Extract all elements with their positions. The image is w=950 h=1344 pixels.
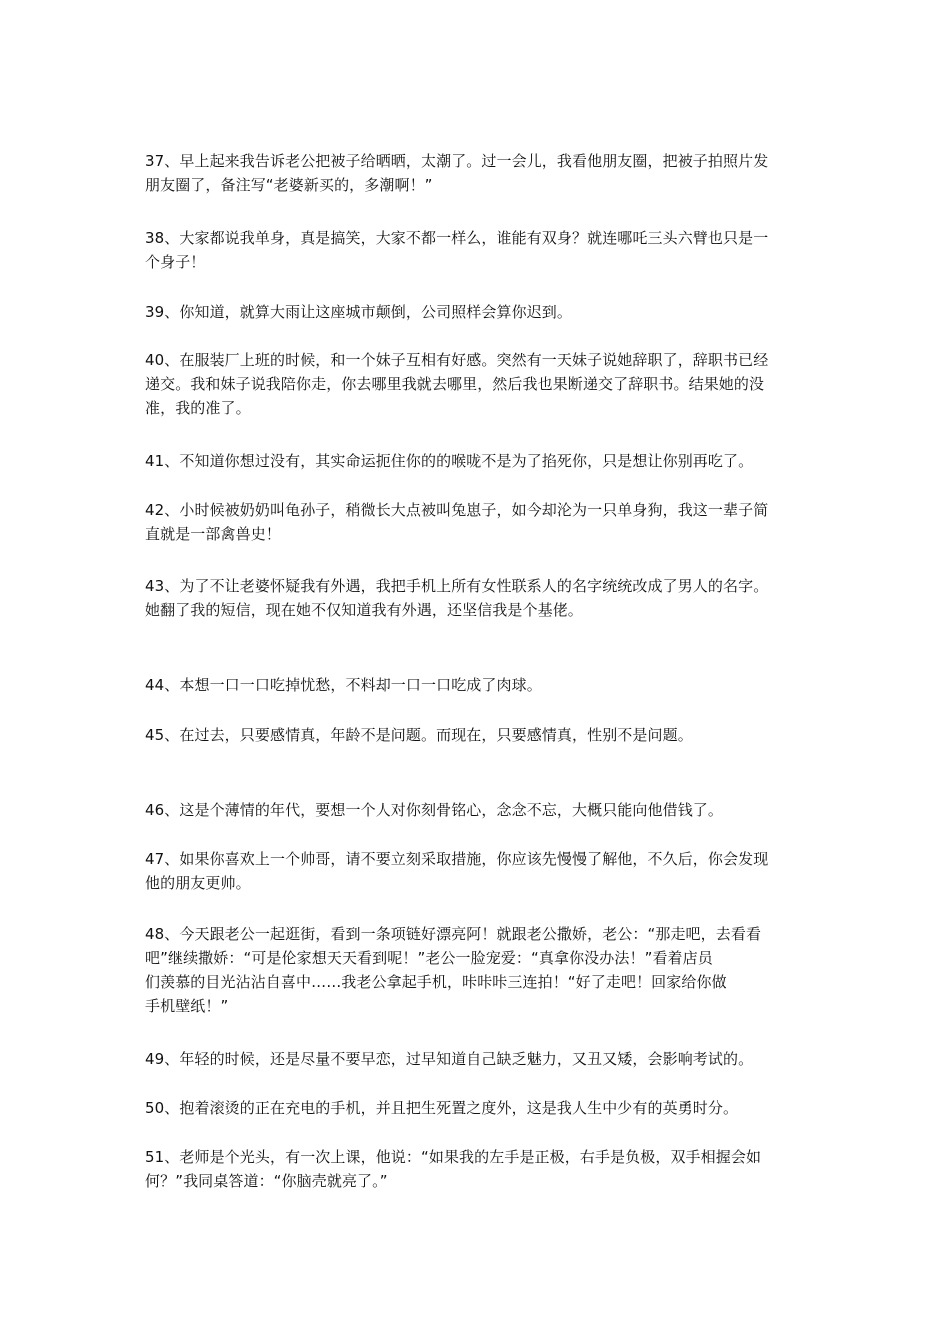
paragraph-47: 47、如果你喜欢上一个帅哥，请不要立刻采取措施，你应该先慢慢了解他，不久后，你会发现 他的朋友更帅。 xyxy=(145,850,769,892)
paragraph-49: 49、年轻的时候，还是尽量不要早恋，过早知道自己缺乏魅力，又丑又矮，会影响考试的。 xyxy=(145,1050,754,1068)
paragraph-38: 38、大家都说我单身，真是搞笑，大家不都一样么，谁能有双身？就连哪吒三头六臂也只是一 个身子！ xyxy=(145,229,769,271)
paragraph-39: 39、你知道，就算大雨让这座城市颠倒，公司照样会算你迟到。 xyxy=(145,303,572,321)
paragraph-45: 45、在过去，只要感情真，年龄不是问题。而现在，只要感情真，性别不是问题。 xyxy=(145,726,693,744)
paragraph-37: 37、早上起来我告诉老公把被子给晒晒，太潮了。过一会儿，我看他朋友圈，把被子拍照片发 朋友圈了，备注写“老婆新买的，多潮啊！” xyxy=(145,152,769,194)
paragraph-41: 41、不知道你想过没有，其实命运扼住你的的喉咙不是为了掐死你，只是想让你别再吃了。 xyxy=(145,452,754,470)
paragraph-51: 51、老师是个光头，有一次上课，他说：“如果我的左手是正极，右手是负极，双手相握会如 何？”我同桌答道：“你脑壳就亮了。” xyxy=(145,1148,762,1190)
paragraph-44: 44、本想一口一口吃掉忧愁，不料却一口一口吃成了肉球。 xyxy=(145,676,542,694)
paragraph-46: 46、这是个薄情的年代，要想一个人对你刻骨铭心，念念不忘，大概只能向他借钱了。 xyxy=(145,801,723,819)
paragraph-42: 42、小时候被奶奶叫龟孙子，稍微长大点被叫兔崽子，如今却沦为一只单身狗，我这一辈子简 直就是一部禽兽史！ xyxy=(145,501,769,543)
paragraph-43: 43、为了不让老婆怀疑我有外遇，我把手机上所有女性联系人的名字统统改成了男人的名字。 她翻了我的短信，现在她不仅知道我有外遇，还坚信我是个基佬。 xyxy=(145,577,769,619)
paragraph-40: 40、在服装厂上班的时候，和一个妹子互相有好感。突然有一天妹子说她辞职了，辞职书已经 递交。我和妹子说我陪你走，你去哪里我就去哪里，然后我也果断递交了辞职书。结果她的没 准，我的准了。 xyxy=(145,351,769,417)
paragraph-50: 50、抱着滚烫的正在充电的手机，并且把生死置之度外，这是我人生中少有的英勇时分。 xyxy=(145,1099,739,1117)
paragraph-48: 48、今天跟老公一起逛街，看到一条项链好漂亮阿！就跟老公撒娇，老公：“那走吧，去看看 吧”继续撒娇：“可是伦家想天天看到呢！”老公一脸宠爱：“真拿你没办法！”看着店员 们羡慕的目光沾沾自喜中……我老公拿起手机，咔咔咔三连拍！“好了走吧！回家给你做 手机壁纸！” xyxy=(145,925,762,1015)
